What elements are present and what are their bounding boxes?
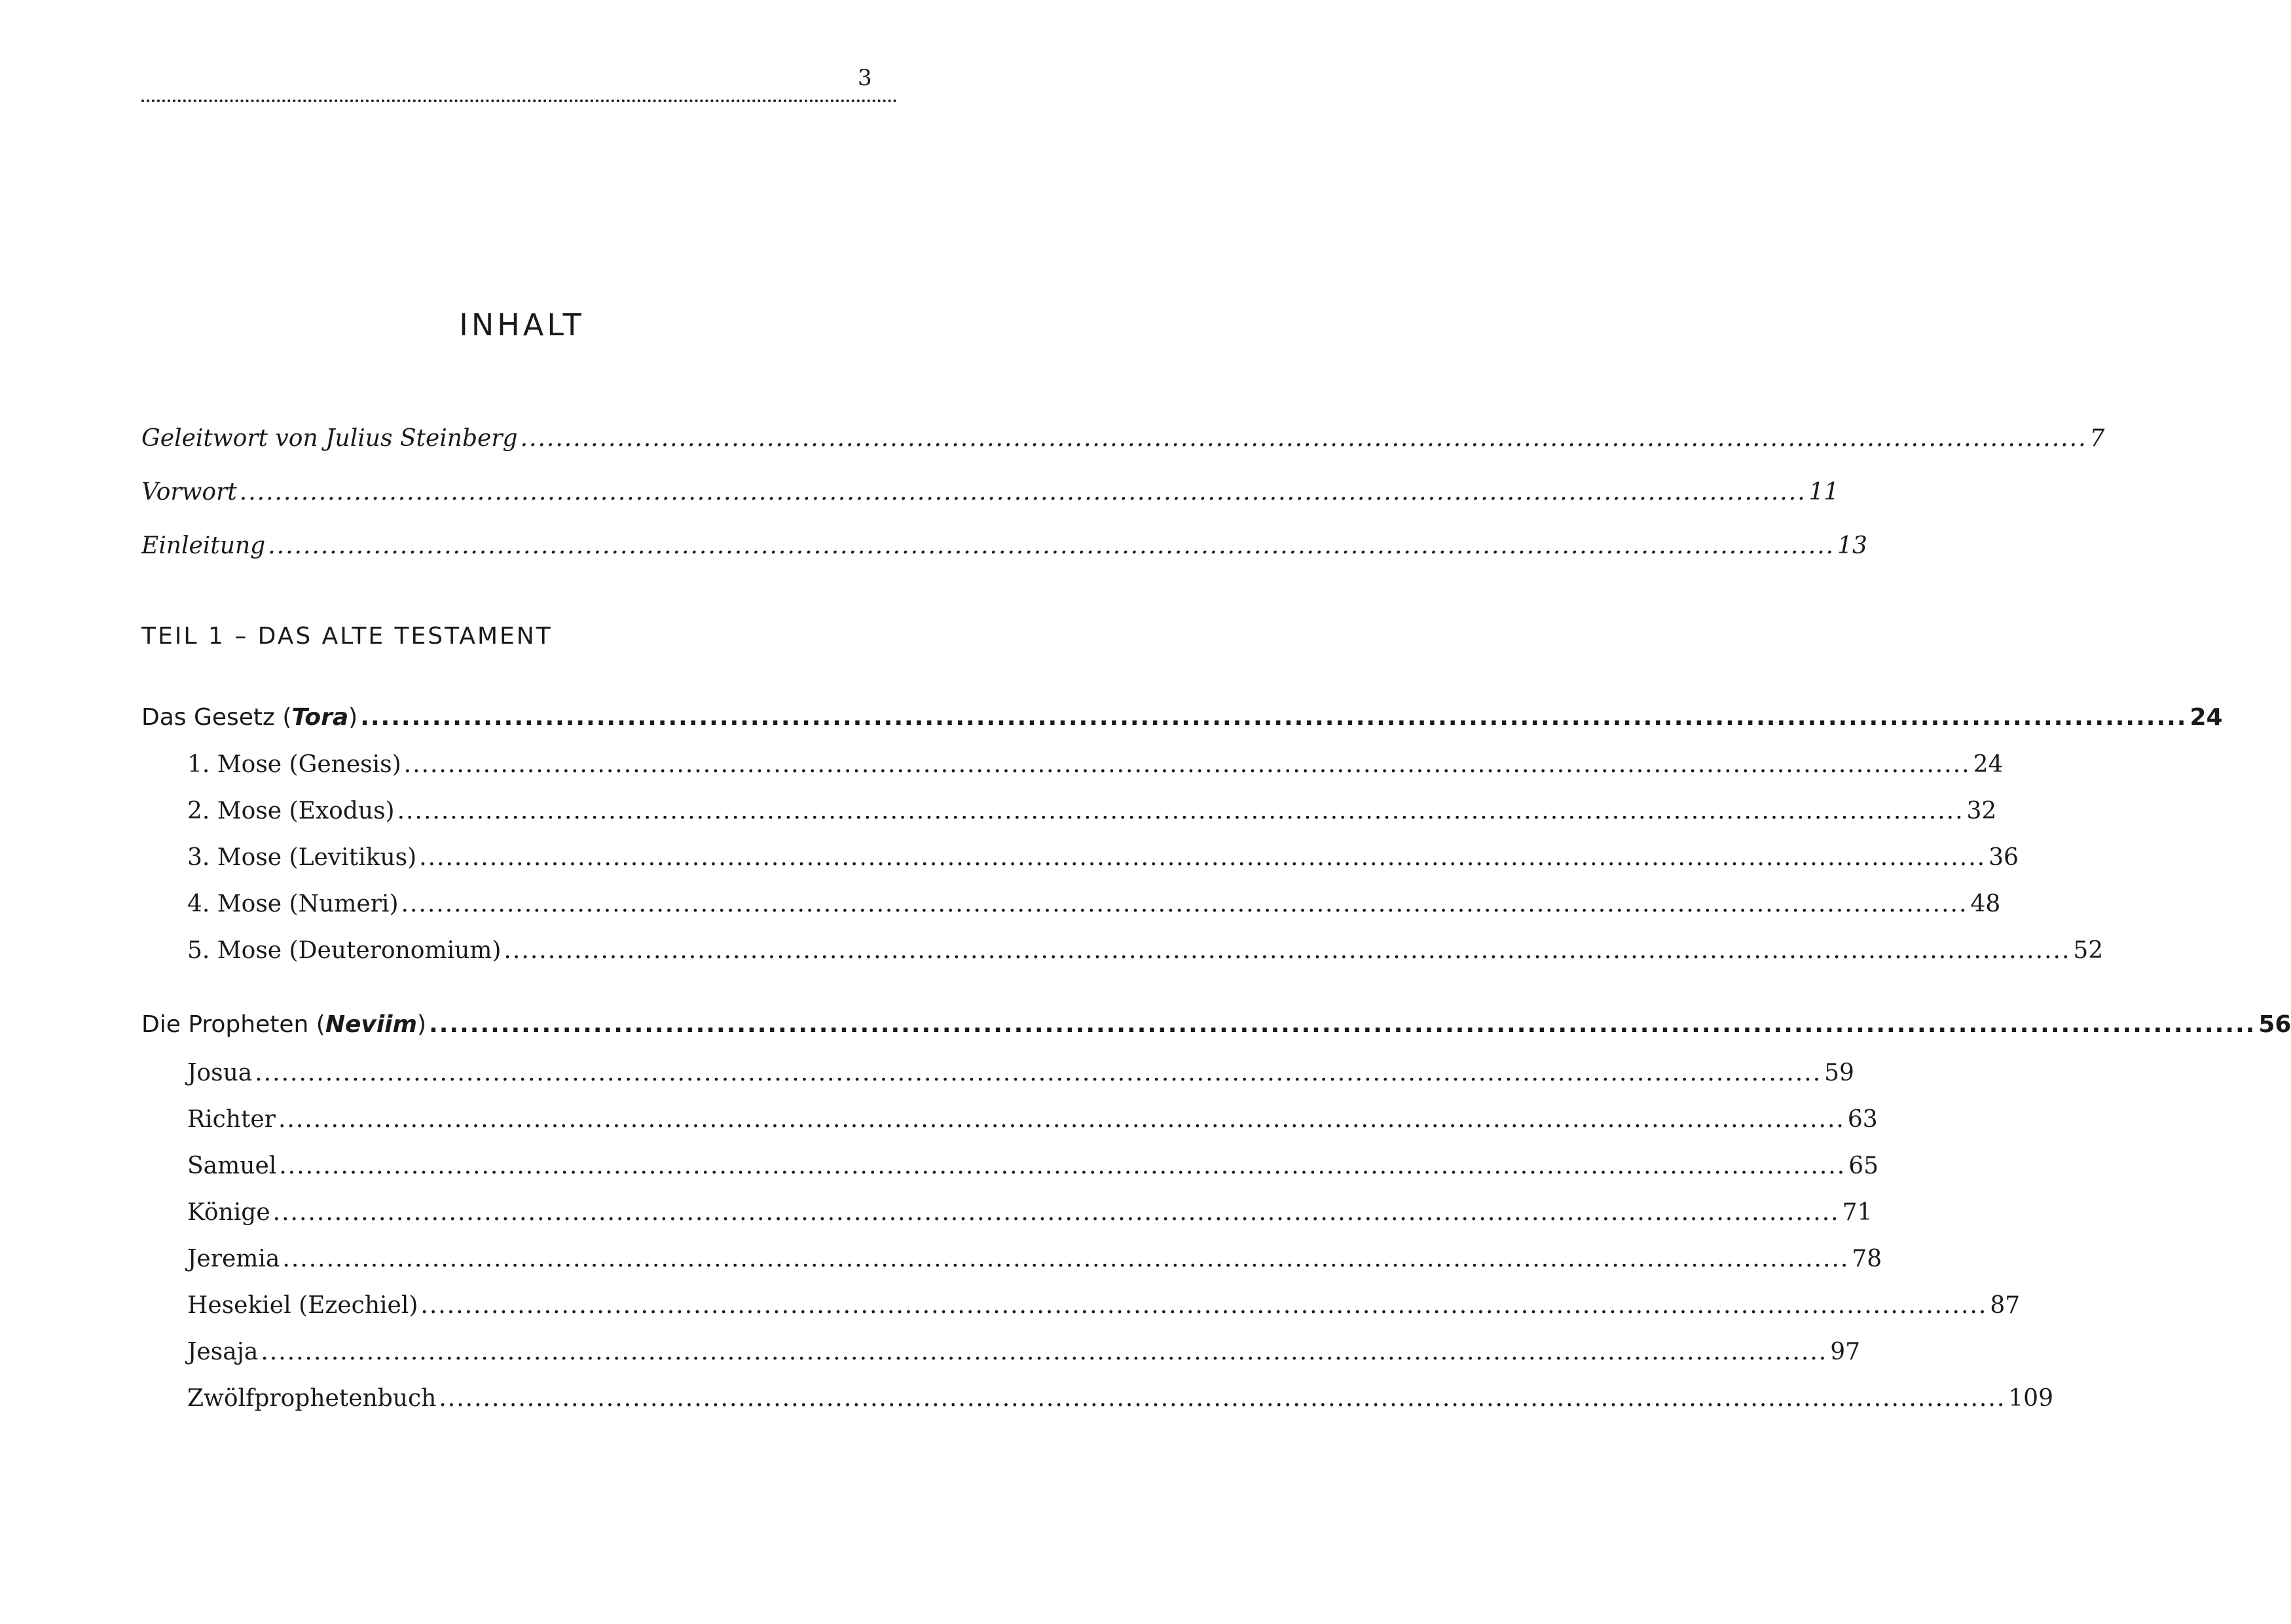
toc-entry-geleitwort[interactable] (141, 425, 2105, 452)
dot-leader: .................................................................................................................................................................................. (282, 1246, 1850, 1272)
toc-entry-label: Richter (187, 1106, 276, 1133)
toc-entry-page: 7 (2089, 425, 2105, 452)
toc-entry-label: 3. Mose (Levitikus) (187, 844, 417, 871)
toc-entry-josua[interactable] (187, 1060, 1854, 1086)
toc-entry-jeremia[interactable] (187, 1246, 1882, 1272)
toc-entry-einleitung[interactable] (141, 532, 1867, 559)
toc-entry-page: 71 (1842, 1199, 1873, 1226)
toc-section-neviim[interactable] (141, 1011, 2291, 1038)
toc-entry-genesis[interactable] (187, 751, 2004, 778)
toc-entry-numeri[interactable] (187, 891, 2001, 917)
toc-entry-page: 52 (2073, 937, 2104, 964)
dot-leader: .................................................................................................................................................................................. (401, 891, 1968, 917)
toc-entry-label: Jeremia (187, 1246, 280, 1272)
toc-entry-page: 78 (1852, 1246, 1882, 1272)
page-title: INHALT (459, 307, 585, 342)
toc-entry-label: Hesekiel (Ezechiel) (187, 1292, 418, 1319)
dot-leader: .................................................................................................................................................................................. (268, 532, 1835, 559)
toc-entry-label: Samuel (187, 1153, 277, 1179)
toc-section-tora[interactable] (141, 704, 2223, 731)
toc-section-hebrew-term: Neviim (325, 1011, 418, 1038)
toc-entry-koenige[interactable] (187, 1199, 1873, 1226)
dot-leader: .................................................................................................................................................................................. (397, 798, 1964, 824)
toc-entry-vorwort[interactable] (141, 479, 1839, 506)
toc-section-hebrew-term: Tora (291, 704, 349, 731)
toc-entry-exodus[interactable] (187, 798, 1997, 824)
dot-leader: .................................................................................................................................................................................. (255, 1060, 1822, 1086)
toc-section-label: Die Propheten (Neviim) (141, 1011, 427, 1038)
toc-entry-page: 36 (1989, 844, 2019, 871)
dot-leader: .................................................................................................................................................................................. (419, 844, 1987, 871)
toc-entry-page: 24 (1973, 751, 2004, 778)
dot-leader: .................................................................................................................................................................................. (239, 479, 1806, 506)
toc-entry-page: 63 (1847, 1106, 1878, 1133)
toc-entry-page: 109 (2008, 1385, 2053, 1412)
toc-entry-label: Josua (187, 1060, 253, 1086)
page-number: 3 (858, 65, 872, 91)
dot-leader: .................................................................................................................................................................................. (439, 1385, 2006, 1412)
toc-entry-hesekiel[interactable] (187, 1292, 2021, 1319)
dot-leader: .................................................................................................................................................................................. (420, 1292, 1988, 1319)
toc-entry-label: Zwölfprophetenbuch (187, 1385, 437, 1412)
toc-entry-label: 5. Mose (Deuteronomium) (187, 937, 502, 964)
dot-leader: .................................................................................................................................................................................. (403, 751, 1971, 778)
toc-entry-page: 59 (1824, 1060, 1854, 1086)
dot-leader: .................................................................................................................................................................................. (278, 1106, 1845, 1133)
dot-leader: .................................................................................................................................................................................. (272, 1199, 1840, 1226)
dot-leader: .................................................................................................................................................................................. (279, 1153, 1846, 1179)
toc-section-page: 24 (2190, 704, 2223, 731)
toc-entry-page: 48 (1970, 891, 2001, 917)
toc-entry-page: 11 (1808, 479, 1839, 506)
toc-entry-label: Einleitung (141, 532, 266, 559)
toc-entry-label: 4. Mose (Numeri) (187, 891, 399, 917)
toc-entry-richter[interactable] (187, 1106, 1878, 1133)
header-dotted-rule (141, 100, 897, 102)
toc-entry-label: Vorwort (141, 479, 237, 506)
toc-section-page: 56 (2258, 1011, 2291, 1038)
toc-entry-levitikus[interactable] (187, 844, 2019, 871)
toc-entry-label: Jesaja (187, 1338, 259, 1365)
part-heading: TEIL 1 – DAS ALTE TESTAMENT (141, 623, 553, 650)
toc-entry-deuteronomium[interactable] (187, 937, 2104, 964)
toc-entry-page: 13 (1837, 532, 1867, 559)
toc-entry-samuel[interactable] (187, 1153, 1879, 1179)
toc-entry-jesaja[interactable] (187, 1338, 1861, 1365)
toc-entry-label: 2. Mose (Exodus) (187, 798, 395, 824)
toc-entry-page: 32 (1966, 798, 1997, 824)
toc-entry-label: Geleitwort von Julius Steinberg (141, 425, 518, 452)
toc-entry-zwoelfprophetenbuch[interactable] (187, 1385, 2053, 1412)
dot-leader: .................................................................................................................................................................................. (520, 425, 2087, 452)
toc-entry-label: Könige (187, 1199, 270, 1226)
dot-leader: .................................................................................................................................................................................. (360, 704, 2188, 731)
dot-leader: .................................................................................................................................................................................. (261, 1338, 1828, 1365)
toc-section-label: Das Gesetz (Tora) (141, 704, 358, 731)
toc-entry-page: 87 (1990, 1292, 2021, 1319)
toc-entry-page: 65 (1848, 1153, 1879, 1179)
toc-entry-page: 97 (1830, 1338, 1861, 1365)
toc-entry-label: 1. Mose (Genesis) (187, 751, 401, 778)
dot-leader: .................................................................................................................................................................................. (504, 937, 2071, 964)
dot-leader: .................................................................................................................................................................................. (429, 1011, 2256, 1038)
